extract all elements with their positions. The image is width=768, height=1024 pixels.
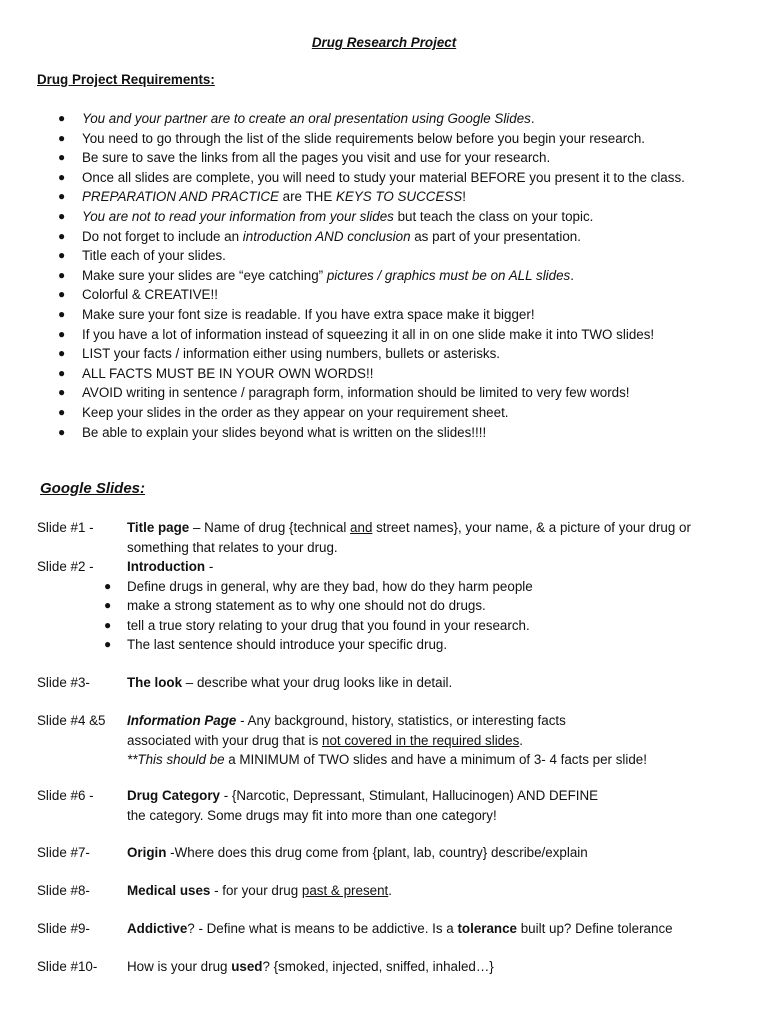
text-run: - [205, 559, 214, 574]
text-run: built up? Define tolerance [517, 921, 673, 936]
requirement-item [0, 246, 768, 266]
text-run: pictures / graphics must be on ALL slides [326, 267, 571, 283]
text-run: KEYS TO SUCCESS [335, 189, 463, 205]
requirement-item [0, 227, 768, 247]
text-run: – Name of drug {technical [189, 520, 351, 535]
requirements-heading: Drug Project Requirements: [37, 72, 215, 87]
text-run: Title each of your slides. [82, 248, 226, 264]
bullet-icon: ● [58, 150, 66, 165]
bullet-icon: ● [104, 598, 112, 613]
slide-line [127, 806, 727, 826]
requirement-item [0, 364, 768, 384]
slide-bullet-text: tell a true story relating to your drug that you found in your research. [127, 617, 530, 633]
text-run: How is your drug [127, 959, 232, 974]
requirement-item [0, 109, 768, 129]
text-run: - Any background, history, statistics, or interesting facts [236, 713, 566, 728]
bullet-icon: ● [58, 306, 66, 321]
slide-line [127, 731, 727, 751]
bullet-icon: ● [58, 169, 66, 184]
requirement-item [0, 207, 768, 227]
text-run: -Where does this drug come from {plant, lab, country} describe/explain [166, 845, 588, 860]
slide-line [127, 786, 727, 806]
bullet-icon: ● [58, 385, 66, 400]
slide-description [127, 673, 727, 693]
slide-label: Slide #1 - [37, 520, 94, 535]
slide-description [127, 843, 727, 863]
slide-bullet-item [104, 616, 727, 636]
text-run: street names}, your name, & a picture of your drug or [372, 520, 691, 535]
text-run: but teach the class on your topic. [393, 208, 594, 224]
requirement-text [82, 207, 593, 227]
requirement-text [82, 266, 574, 286]
slide-description [127, 518, 727, 557]
document-title: Drug Research Project [311, 35, 457, 50]
text-run: associated with your drug that is [127, 732, 323, 748]
slide-line [127, 957, 727, 977]
requirement-text [82, 129, 645, 149]
requirements-list [0, 109, 768, 442]
text-run: . [388, 883, 392, 898]
requirement-text [82, 168, 685, 188]
text-run: Be sure to save the links from all the pages you visit and use for your research. [82, 150, 551, 166]
text-run: ! [462, 189, 466, 205]
bullet-icon: ● [58, 287, 66, 302]
slide-description [127, 786, 727, 825]
slide-label: Slide #2 - [37, 559, 94, 574]
text-run: past & present [301, 883, 389, 898]
requirement-item [0, 285, 768, 305]
text-run: Colorful & CREATIVE!! [82, 287, 218, 303]
text-run: The look [127, 675, 183, 690]
slide-line [127, 919, 727, 939]
slide-line [127, 538, 727, 558]
text-run: AVOID writing in sentence / paragraph form, information should be limited to very few words! [82, 385, 630, 401]
text-run: Origin [127, 845, 167, 860]
text-run: not covered in the required slides [322, 732, 520, 748]
slide-label: Slide #10- [37, 959, 98, 974]
requirement-item [0, 403, 768, 423]
slide-label: Slide #7- [37, 845, 90, 860]
requirement-text [82, 109, 535, 129]
requirement-text [82, 285, 218, 305]
text-run: PREPARATION AND PRACTICE [82, 189, 279, 205]
requirement-text [82, 246, 226, 266]
slides-heading: Google Slides: [40, 480, 146, 497]
text-run: Medical uses [127, 883, 211, 898]
text-run: Title page [127, 520, 190, 535]
slide-label: Slide #9- [37, 921, 90, 936]
text-run: If you have a lot of information instead of squeezing it all in on one slide make it into TWO slides! [82, 326, 655, 342]
text-run: . [530, 111, 535, 126]
text-run: You need to go through the list of the slide requirements below before you begin your research. [82, 130, 646, 146]
bullet-icon: ● [58, 326, 66, 341]
bullet-icon: ● [104, 617, 112, 632]
bullet-icon: ● [58, 208, 66, 223]
text-run: - {Narcotic, Depressant, Stimulant, Hallucinogen) AND DEFINE [220, 788, 599, 803]
text-run: Make sure your font size is readable. If you have extra space make it bigger! [82, 306, 535, 322]
requirement-item [0, 266, 768, 286]
slide-line [127, 673, 727, 693]
text-run: used [231, 959, 263, 974]
text-run: Addictive [127, 921, 188, 936]
text-run: - for your drug [210, 883, 302, 898]
text-run: . [519, 732, 524, 748]
text-run: **This should be [127, 752, 225, 768]
requirement-item [0, 148, 768, 168]
text-run: tolerance [457, 921, 518, 936]
slide-bullet-list [104, 577, 727, 655]
slide-bullet-item [104, 596, 727, 616]
text-run: – describe what your drug looks like in detail. [182, 675, 453, 690]
slide-description [127, 957, 727, 977]
requirement-text [82, 403, 509, 423]
text-run: Do not forget to include an [82, 228, 243, 244]
text-run: LIST your facts / information either using numbers, bullets or asterisks. [82, 346, 501, 362]
text-run: Information Page [127, 713, 237, 728]
text-run: introduction AND conclusion [242, 228, 411, 244]
slide-bullet-item [104, 577, 727, 597]
requirement-item [0, 168, 768, 188]
requirement-text [82, 148, 550, 168]
text-run: and [350, 520, 373, 535]
slide-line [127, 711, 727, 731]
bullet-icon: ● [58, 404, 66, 419]
text-run: as part of your presentation. [410, 228, 581, 244]
requirement-item [0, 344, 768, 364]
requirement-text [82, 325, 654, 345]
bullet-icon: ● [58, 189, 66, 204]
bullet-icon: ● [58, 267, 66, 282]
slide-label: Slide #6 - [37, 788, 94, 803]
slide-label: Slide #3- [37, 675, 90, 690]
bullet-icon: ● [58, 228, 66, 243]
requirement-text [82, 364, 373, 384]
slide-description [127, 919, 727, 939]
text-run: Introduction [127, 559, 206, 574]
requirement-item [0, 325, 768, 345]
text-run: Keep your slides in the order as they appear on your requirement sheet. [82, 404, 509, 420]
requirement-text [82, 305, 535, 325]
requirement-item [0, 383, 768, 403]
text-run: Once all slides are complete, you will need to study your material BEFORE you present it to the class. [82, 169, 685, 185]
text-run: Make sure your slides are “eye catching” [82, 267, 327, 283]
text-run: ALL FACTS MUST BE IN YOUR OWN WORDS!! [82, 365, 374, 381]
slide-line [127, 557, 727, 577]
bullet-icon: ● [104, 578, 112, 593]
bullet-icon: ● [58, 424, 66, 439]
bullet-icon: ● [58, 248, 66, 263]
slide-bullet-text: make a strong statement as to why one should not do drugs. [127, 598, 486, 614]
text-run: Be able to explain your slides beyond what is written on the slides!!!! [82, 424, 487, 440]
requirement-text [82, 423, 486, 443]
slide-description [127, 711, 727, 770]
requirement-text [82, 187, 466, 207]
requirement-text [82, 383, 630, 403]
slide-label: Slide #4 &5 [37, 713, 106, 728]
bullet-icon: ● [58, 365, 66, 380]
text-run: a MINIMUM of TWO slides and have a minimum of 3- 4 facts per slide! [224, 752, 647, 768]
requirement-item [0, 423, 768, 443]
text-run: the category. Some drugs may fit into more than one category! [127, 807, 497, 823]
requirement-item [0, 187, 768, 207]
text-run: You and your partner are to create an oral presentation using Google Slides [82, 111, 531, 126]
slide-line [127, 881, 727, 901]
text-run: ? - Define what is means to be addictive. Is a [187, 921, 458, 936]
slide-description [104, 557, 727, 655]
requirement-item [0, 305, 768, 325]
bullet-icon: ● [58, 111, 66, 125]
bullet-icon: ● [104, 637, 112, 652]
slide-bullet-text: Define drugs in general, why are they bad, how do they harm people [127, 578, 533, 594]
slide-line [127, 843, 727, 863]
text-run: something that relates to your drug. [127, 539, 338, 555]
slide-line [127, 750, 727, 770]
slide-line [127, 518, 727, 538]
slide-description [127, 881, 727, 901]
requirement-text [82, 227, 581, 247]
slide-bullet-item [104, 635, 727, 655]
bullet-icon: ● [58, 346, 66, 361]
text-run: You are not to read your information from your slides [82, 208, 394, 224]
text-run: Drug Category [127, 788, 221, 803]
text-run: . [570, 267, 574, 283]
slide-bullet-text: The last sentence should introduce your specific drug. [127, 637, 448, 653]
bullet-icon: ● [58, 130, 66, 145]
requirement-text [82, 344, 500, 364]
text-run: ? {smoked, injected, sniffed, inhaled…} [262, 959, 494, 974]
requirement-item [0, 129, 768, 149]
text-run: are THE [278, 189, 336, 205]
slide-label: Slide #8- [37, 883, 90, 898]
